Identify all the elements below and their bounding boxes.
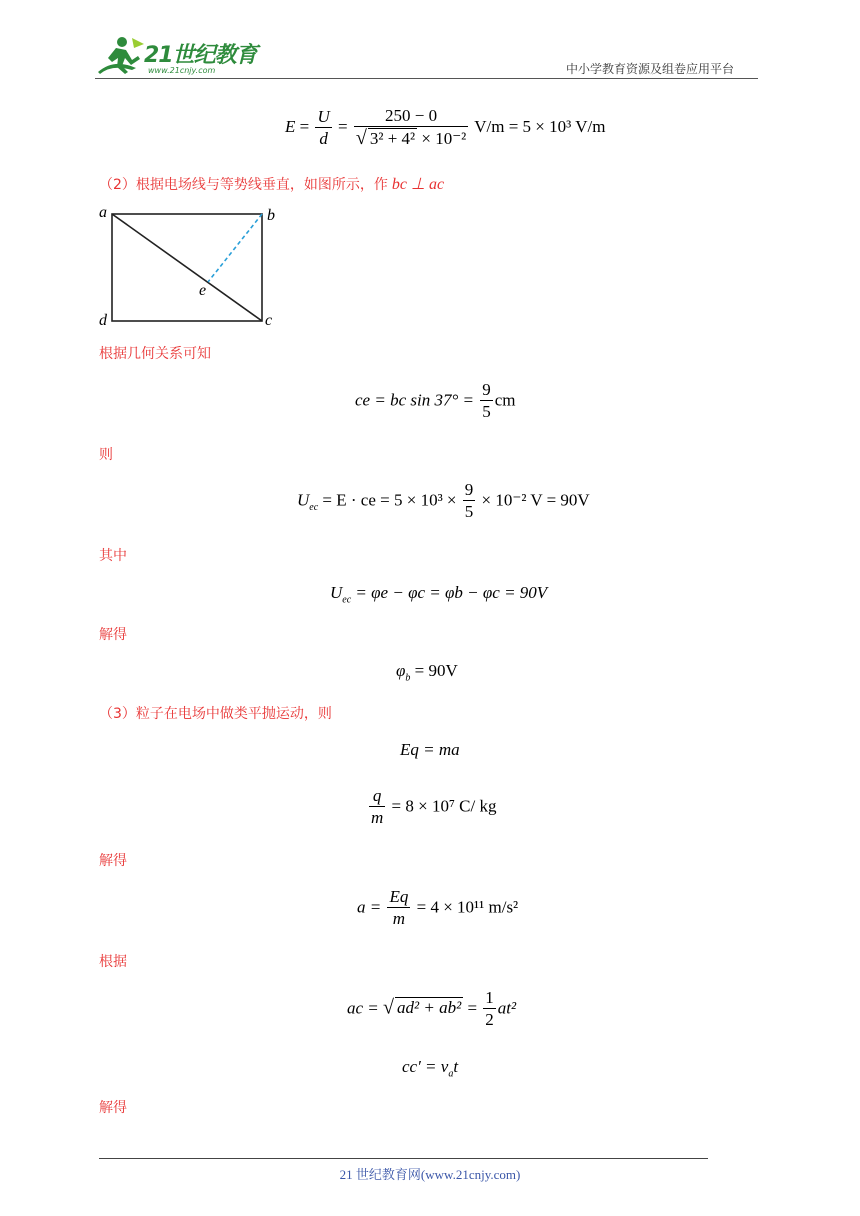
equation-phib: $\varphi_b = 90V$ <box>396 661 458 684</box>
dashed-be <box>208 214 262 282</box>
equation-ce: ce = bc sin 37° = $\frac{9}{5}$ cm <box>355 380 516 421</box>
diagonal-ac <box>112 214 262 321</box>
header-platform-title: 中小学教育资源及组卷应用平台 <box>566 62 735 76</box>
footer-divider <box>99 1158 708 1159</box>
label-a: a <box>99 204 107 221</box>
equation-acceleration: a = $\frac{Eq}{m}$ = 4 × 10¹¹ m/s² <box>357 887 519 928</box>
label-c: c <box>265 312 273 329</box>
text-ze: 则 <box>99 447 113 463</box>
logo-text: 21世纪教育 <box>144 43 257 68</box>
runner-logo-icon <box>92 34 152 80</box>
footer-text: 21 世纪教育网(www.21cnjy.com) <box>339 1167 521 1182</box>
equation-cc-prime: $cc' = v_at$ <box>402 1057 459 1080</box>
equation-eq-ma: Eq = ma <box>400 740 460 759</box>
part2-statement: （2）根据电场线与等势线垂直，如图所示，作 bc ⊥ ac <box>99 176 445 193</box>
site-logo <box>92 34 262 80</box>
text-geometry: 根据几何关系可知 <box>99 346 211 362</box>
text-jiede-3: 解得 <box>99 1100 127 1116</box>
text-genju: 根据 <box>99 954 127 970</box>
rectangle-diagram <box>95 203 295 333</box>
logo-url: www.21cnjy.com <box>148 66 216 75</box>
header-divider <box>95 78 758 79</box>
text-jiede-2: 解得 <box>99 853 127 869</box>
text-jiede-1: 解得 <box>99 627 127 643</box>
equation-uec-value: $U_{ec} = E$ · ce = 5 × 10³ × $\frac{9}{5}$ × 10⁻² V = 90V <box>297 480 590 521</box>
equation-q-over-m: $\frac{q}{m}$ = 8 × 10⁷ C/ kg <box>371 786 497 827</box>
label-e: e <box>199 282 207 299</box>
part3-statement: （3）粒子在电场中做类平抛运动，则 <box>99 706 332 722</box>
equation-ac: ac = √ ad² + ab² = $\frac{1}{2}$ at² <box>347 988 517 1029</box>
label-b: b <box>267 207 275 224</box>
equation-field-strength: E = $\frac{U}{d}$ = $\frac{250 - 0}{\text{√ 3² + 4² × 10⁻²}}$ V/m = 5 × 10³ V/m <box>285 106 606 149</box>
label-d: d <box>99 312 107 329</box>
text-qizhong: 其中 <box>99 548 127 564</box>
equation-uec-potential: $U_{ec} = \varphi e - \varphi c = \varphi b - \varphi c = 90V$ <box>330 583 548 606</box>
